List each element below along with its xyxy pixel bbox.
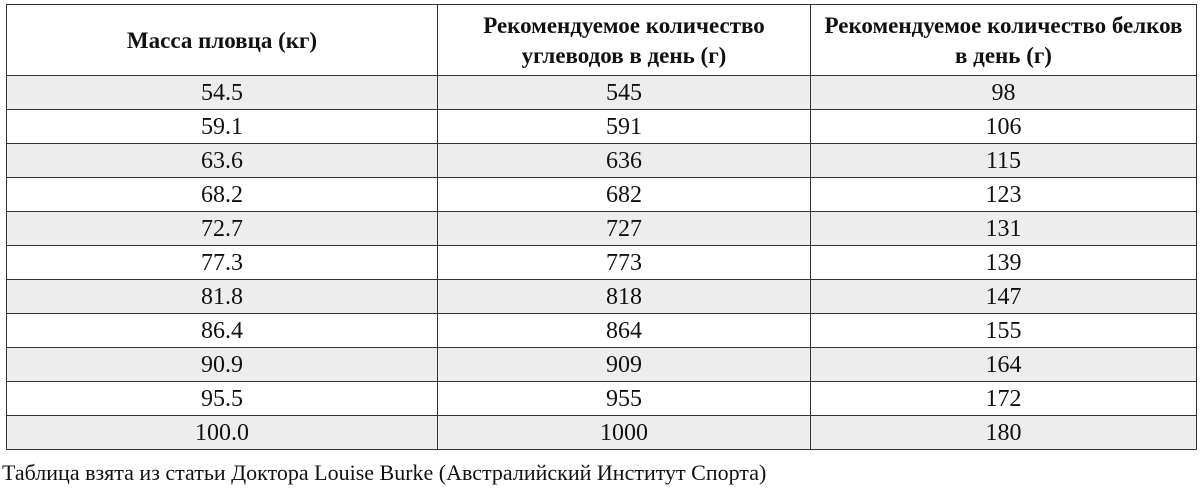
cell-mass: 54.5 (7, 76, 438, 110)
cell-protein: 115 (811, 144, 1197, 178)
table-row (7, 280, 1197, 314)
table-header (7, 5, 1197, 76)
cell-mass: 72.7 (7, 212, 438, 246)
cell-protein: 131 (811, 212, 1197, 246)
cell-mass: 68.2 (7, 178, 438, 212)
cell-mass: 90.9 (7, 348, 438, 382)
cell-carbs: 591 (438, 110, 811, 144)
cell-mass: 77.3 (7, 246, 438, 280)
cell-carbs: 545 (438, 76, 811, 110)
source-caption: Таблица взята из статьи Доктора Louise Burke (Австралийский Институт Спорта) (2, 460, 767, 485)
cell-carbs: 955 (438, 382, 811, 416)
table-row (7, 144, 1197, 178)
table-body (7, 76, 1197, 450)
table-row (7, 314, 1197, 348)
table-row (7, 178, 1197, 212)
table-row (7, 348, 1197, 382)
nutrition-table-container (6, 4, 1196, 450)
cell-protein: 164 (811, 348, 1197, 382)
header-swimmer-mass: Масса пловца (кг) (7, 5, 438, 76)
table-row (7, 76, 1197, 110)
cell-carbs: 636 (438, 144, 811, 178)
cell-carbs: 864 (438, 314, 811, 348)
cell-mass: 59.1 (7, 110, 438, 144)
cell-carbs: 727 (438, 212, 811, 246)
header-protein-per-day: Рекомендуемое количество белков в день (г) (811, 5, 1197, 76)
cell-protein: 172 (811, 382, 1197, 416)
cell-mass: 86.4 (7, 314, 438, 348)
cell-mass: 95.5 (7, 382, 438, 416)
cell-protein: 180 (811, 416, 1197, 450)
cell-protein: 139 (811, 246, 1197, 280)
cell-protein: 98 (811, 76, 1197, 110)
cell-protein: 147 (811, 280, 1197, 314)
cell-protein: 155 (811, 314, 1197, 348)
cell-carbs: 682 (438, 178, 811, 212)
cell-carbs: 818 (438, 280, 811, 314)
table-row (7, 246, 1197, 280)
cell-carbs: 773 (438, 246, 811, 280)
header-carbs-per-day: Рекомендуемое количество углеводов в день (г) (438, 5, 811, 76)
cell-protein: 106 (811, 110, 1197, 144)
cell-mass: 81.8 (7, 280, 438, 314)
nutrition-table (6, 4, 1197, 450)
table-row (7, 212, 1197, 246)
cell-carbs: 1000 (438, 416, 811, 450)
table-row (7, 382, 1197, 416)
cell-protein: 123 (811, 178, 1197, 212)
cell-mass: 63.6 (7, 144, 438, 178)
header-row (7, 5, 1197, 76)
cell-carbs: 909 (438, 348, 811, 382)
table-row (7, 416, 1197, 450)
cell-mass: 100.0 (7, 416, 438, 450)
table-row (7, 110, 1197, 144)
